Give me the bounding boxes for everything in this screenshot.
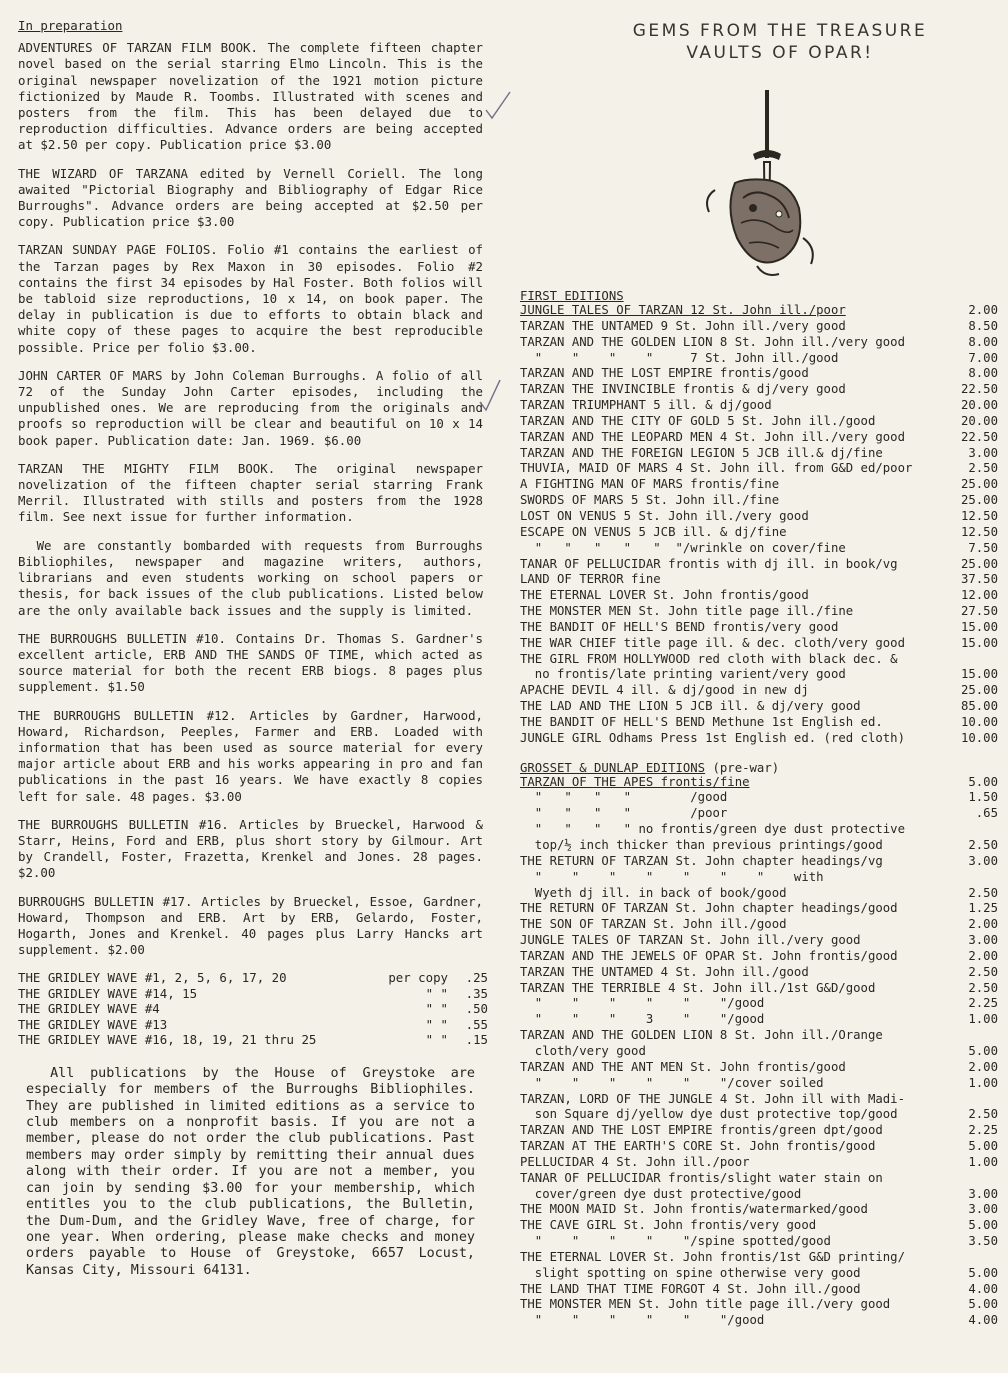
book-description: THE GIRL FROM HOLLYWOOD red cloth with black dec. & <box>520 651 898 666</box>
grosset-dunlap-suffix: (pre-war) <box>705 760 780 775</box>
list-item <box>520 366 998 382</box>
book-price: 25.00 <box>960 556 998 571</box>
pen-check-mark-icon <box>478 378 508 418</box>
list-item <box>520 509 998 525</box>
grosset-dunlap-title: GROSSET & DUNLAP EDITIONS <box>520 760 706 775</box>
book-price: 4.00 <box>968 1281 998 1296</box>
book-price: 2.00 <box>968 1059 998 1074</box>
book-price: 5.00 <box>968 1265 998 1280</box>
list-item <box>520 996 998 1012</box>
first-editions-heading: FIRST EDITIONS <box>520 289 624 303</box>
table-row <box>18 970 488 986</box>
table-row <box>18 1017 488 1033</box>
list-item <box>520 901 998 917</box>
book-description: TARZAN AND THE GOLDEN LION 8 St. John ill./Orange <box>520 1028 883 1043</box>
book-description: SWORDS OF MARS 5 St. John ill./fine <box>520 493 780 508</box>
book-price <box>954 1250 998 1266</box>
book-price: 12.00 <box>960 588 998 603</box>
book-description: ESCAPE ON VENUS 5 JCB ill. & dj/fine <box>520 524 787 539</box>
list-item <box>520 1187 998 1203</box>
pen-check-mark-icon <box>484 88 514 128</box>
in-preparation-heading: In preparation <box>18 18 123 33</box>
book-description: THE MOON MAID St. John frontis/watermarked/good <box>520 1202 868 1217</box>
list-item <box>520 822 998 838</box>
item-john-carter-of-mars: JOHN CARTER OF MARS by John Coleman Burroughs. A folio of all 72 of the Sunday John Carter episodes, including the unpublished ones. We are reproducing from the originals and proofs so reproduction will be clear and beautiful on 10 x 14 book paper. Publication date: Jan. 1969. $6.00 <box>18 367 483 448</box>
table-row <box>18 1032 488 1048</box>
gridley-price: .25 <box>465 970 488 986</box>
book-price: 12.50 <box>960 524 998 539</box>
list-item <box>520 398 998 414</box>
book-price <box>954 1171 998 1187</box>
book-description: TARZAN THE INVINCIBLE frontis & dj/very good <box>520 382 846 397</box>
book-description: TARZAN AND THE JEWELS OF OPAR St. John frontis/good <box>520 948 898 963</box>
grosset-dunlap-list <box>520 775 998 1330</box>
list-item <box>520 731 998 747</box>
book-price <box>954 652 998 668</box>
book-description: THE SON OF TARZAN St. John ill./good <box>520 917 787 932</box>
list-item <box>520 1266 998 1282</box>
book-price: 15.00 <box>960 635 998 650</box>
list-item <box>520 715 998 731</box>
list-item <box>520 1092 998 1108</box>
page-title <box>580 20 980 64</box>
book-price: 20.00 <box>960 413 998 428</box>
list-item <box>520 1044 998 1060</box>
book-price: 3.50 <box>968 1234 998 1249</box>
book-price: 20.00 <box>960 398 998 413</box>
grosset-dunlap-heading <box>520 761 998 775</box>
book-description: THE RETURN OF TARZAN St. John chapter headings/vg <box>520 853 883 868</box>
gridley-per-copy: " " <box>425 1032 448 1048</box>
book-description: APACHE DEVIL 4 ill. & dj/good in new dj <box>520 683 809 698</box>
gridley-title: THE GRIDLEY WAVE #14, 15 <box>18 985 198 1001</box>
back-issues-intro: We are constantly bombarded with requests from Burroughs Bibliophiles, newspaper and magazine writers, authors, librarians and even students working on school papers or thesis, for back issues of the club publications. Listed below are the only available back issues and the supply is limited. <box>18 537 483 618</box>
gridley-per-copy: " " <box>425 1016 448 1032</box>
book-price: 2.25 <box>968 996 998 1011</box>
book-price: 3.00 <box>968 1202 998 1217</box>
book-description: TARZAN, LORD OF THE JUNGLE 4 St. John ill with Madi- <box>520 1091 905 1106</box>
book-description: " " " 3 " "/good <box>520 1012 765 1027</box>
book-description: THE BANDIT OF HELL'S BEND Methune 1st English ed. <box>520 714 883 729</box>
list-item <box>520 319 998 335</box>
book-description: cloth/very good <box>520 1043 646 1058</box>
book-price: 2.50 <box>968 885 998 900</box>
book-description: " " " " no frontis/green dye dust protective <box>520 822 905 837</box>
book-description: top/½ inch thicker than previous printings/good <box>520 838 883 852</box>
book-description: son Square dj/yellow dye dust protective top/good <box>520 1107 898 1122</box>
list-item <box>520 667 998 683</box>
book-price: 5.00 <box>968 1139 998 1154</box>
item-sunday-page-folios: TARZAN SUNDAY PAGE FOLIOS. Folio #1 contains the earliest of the Tarzan pages by Rex Maxon in 30 episodes. Folio #2 contains the first 34 episodes by Hal Foster. Both folios will be tabloid size reproductions, 10 x 14, on book paper. The delay in publication is due to efforts to obtain black and white copy of these pages to acquire the best reproducible possible. Price per folio $3.00. <box>18 242 483 355</box>
bulletin-17: BURROUGHS BULLETIN #17. Articles by Brueckel, Essoe, Gardner, Howard, Thompson and ERB. Art by ERB, Gelardo, Foster, Hogarth, Jones and Krenkel. 40 pages plus Larry Hancks art supplement. $2.00 <box>18 893 483 958</box>
book-description: THE LAD AND THE LION 5 JCB ill. & dj/very good <box>520 699 861 714</box>
book-price: 7.50 <box>968 540 998 555</box>
bulletin-10: THE BURROUGHS BULLETIN #10. Contains Dr. Thomas S. Gardner's excellent article, ERB AND THE SANDS OF TIME, which acted as source material for both the recent ERB biogs. 8 pages plus supplement. $1.50 <box>18 630 483 695</box>
list-item <box>520 335 998 351</box>
list-item <box>520 1076 998 1092</box>
book-description: TARZAN AND THE LEOPARD MEN 4 St. John ill./very good <box>520 429 905 444</box>
list-item <box>520 1012 998 1028</box>
book-price <box>954 1092 998 1108</box>
list-item <box>520 1202 998 1218</box>
book-description: slight spotting on spine otherwise very good <box>520 1265 861 1280</box>
book-price: 10.00 <box>960 714 998 729</box>
list-item <box>520 1282 998 1298</box>
membership-notice: All publications by the House of Greystoke are especially for members of the Burroughs Bibliophiles. They are published in limited editions as a service to club members on a nonprofit basis. If you are not a member, please do not order the club publications. Past members may order simply by remitting their annual dues along with their order. If you are not a member, you can join by sending $3.00 for your membership, which entitles you to the club publications, the Bulletin, the Dum-Dum, and the Gridley Wave, free of charge, for one year. When ordering, please make checks and money orders payable to House of Greystoke, 6657 Locust, Kansas City, Missouri 64131. <box>26 1065 475 1278</box>
list-item <box>520 965 998 981</box>
book-price: 8.50 <box>968 318 998 333</box>
book-description: PELLUCIDAR 4 St. John ill./poor <box>520 1154 750 1169</box>
list-item <box>520 477 998 493</box>
book-price <box>954 870 998 886</box>
book-price: 25.00 <box>960 477 998 492</box>
list-item <box>520 525 998 541</box>
list-item <box>520 541 998 557</box>
list-item <box>520 493 998 509</box>
book-price: 5.00 <box>968 1297 998 1312</box>
item-tarzan-film-book: ADVENTURES OF TARZAN FILM BOOK. The complete fifteen chapter novel based on the serial starring Elmo Lincoln. This is the original newspaper novelization of the 1921 motion picture fictionized by Maude R. Toombs. Illustrated with scenes and posters from the film. This has been delayed due to reproduction difficulties. Advance orders are being accepted at $2.50 per copy. Publication price $3.00 <box>18 40 483 153</box>
list-item <box>520 1028 998 1044</box>
book-description: THE BANDIT OF HELL'S BEND frontis/very good <box>520 619 839 634</box>
list-item <box>520 870 998 886</box>
book-price: 1.00 <box>968 1075 998 1090</box>
book-price: 2.00 <box>968 303 998 317</box>
title-line-1: GEMS FROM THE TREASURE <box>632 21 928 41</box>
list-item <box>520 303 998 319</box>
book-price: 8.00 <box>968 334 998 349</box>
book-price: 5.00 <box>968 1043 998 1058</box>
list-item <box>520 1234 998 1250</box>
book-price: 7.00 <box>968 350 998 365</box>
book-price: 2.50 <box>968 1107 998 1122</box>
right-column <box>520 289 998 1329</box>
book-description: TARZAN AND THE LOST EMPIRE frontis/good <box>520 366 809 381</box>
book-description: THE RETURN OF TARZAN St. John chapter headings/good <box>520 901 898 916</box>
book-price: 2.00 <box>968 948 998 963</box>
book-description: JUNGLE TALES OF TARZAN St. John ill./very good <box>520 933 861 948</box>
book-description: TARZAN AND THE CITY OF GOLD 5 St. John ill./good <box>520 413 876 428</box>
book-price: 2.50 <box>968 838 998 852</box>
book-description: Wyeth dj ill. in back of book/good <box>520 885 787 900</box>
list-item <box>520 461 998 477</box>
book-description: THE CAVE GIRL St. John frontis/very good <box>520 1218 817 1233</box>
book-description: THE ETERNAL LOVER St. John frontis/good <box>520 588 809 603</box>
gridley-per-copy: " " <box>425 985 448 1001</box>
book-description: " " " " 7 St. John ill./good <box>520 350 839 365</box>
book-description: cover/green dye dust protective/good <box>520 1186 802 1201</box>
list-item <box>520 933 998 949</box>
list-item <box>520 572 998 588</box>
list-item <box>520 604 998 620</box>
book-price: 22.50 <box>960 429 998 444</box>
gridley-title: THE GRIDLEY WAVE #4 <box>18 1001 160 1017</box>
gridley-price: .15 <box>465 1032 488 1048</box>
book-description: THUVIA, MAID OF MARS 4 St. John ill. from G&D ed/poor <box>520 461 913 476</box>
left-column <box>18 18 488 1279</box>
book-description: THE WAR CHIEF title page ill. & dec. cloth/very good <box>520 635 905 650</box>
gridley-wave-price-table <box>18 970 488 1048</box>
book-price <box>954 1028 998 1044</box>
gridley-price: .55 <box>465 1016 488 1032</box>
gridley-price: .50 <box>465 1001 488 1017</box>
item-wizard-of-tarzana: THE WIZARD OF TARZANA edited by Vernell Coriell. The long awaited "Pictorial Biography and Bibliography of Edgar Rice Burroughs". Advance orders are being accepted at $2.50 per copy. Publication price $3.00 <box>18 165 483 230</box>
list-item <box>520 838 998 854</box>
book-description: TARZAN THE TERRIBLE 4 St. John ill./1st G&D/good <box>520 980 876 995</box>
book-price: 25.00 <box>960 493 998 508</box>
book-description: TARZAN AND THE FOREIGN LEGION 5 JCB ill.& dj/fine <box>520 445 883 460</box>
book-description: THE MONSTER MEN St. John title page ill./very good <box>520 1297 891 1312</box>
book-description: no frontis/late printing varient/very good <box>520 667 846 682</box>
book-price: 12.50 <box>960 508 998 523</box>
book-price: 15.00 <box>960 667 998 682</box>
list-item <box>520 854 998 870</box>
list-item <box>520 790 998 806</box>
book-description: TARZAN THE UNTAMED 4 St. John ill./good <box>520 964 809 979</box>
book-price: 1.50 <box>968 790 998 805</box>
book-description: TARZAN AND THE LOST EMPIRE frontis/green dpt/good <box>520 1123 883 1138</box>
book-description: TARZAN AND THE ANT MEN St. John frontis/good <box>520 1059 846 1074</box>
book-price: 5.00 <box>968 1218 998 1233</box>
book-description: " " " " " "/good <box>520 996 765 1011</box>
book-price: 1.00 <box>968 1012 998 1027</box>
book-description: LOST ON VENUS 5 St. John ill./very good <box>520 508 809 523</box>
book-description: THE MONSTER MEN St. John title page ill./fine <box>520 604 854 619</box>
list-item <box>520 981 998 997</box>
jeweled-dagger-emblem-icon <box>695 88 825 288</box>
book-price: 4.00 <box>968 1313 998 1328</box>
gridley-title: THE GRIDLEY WAVE #16, 18, 19, 21 thru 25 <box>18 1032 317 1048</box>
list-item <box>520 620 998 636</box>
book-description: " " " " /poor <box>520 806 728 821</box>
gridley-title: THE GRIDLEY WAVE #1, 2, 5, 6, 17, 20 <box>18 970 287 986</box>
book-price: 2.00 <box>968 917 998 932</box>
book-description: TARZAN OF THE APES frontis/fine <box>520 774 750 789</box>
list-item <box>520 1297 998 1313</box>
book-price: 15.00 <box>960 619 998 634</box>
book-description: " " " " " "/good <box>520 1313 765 1328</box>
book-price: 2.50 <box>968 461 998 476</box>
book-price: 3.00 <box>968 853 998 868</box>
book-price: 3.00 <box>968 933 998 948</box>
list-item <box>520 949 998 965</box>
gridley-title: THE GRIDLEY WAVE #13 <box>18 1016 168 1032</box>
book-price: 5.00 <box>968 774 998 789</box>
book-description: A FIGHTING MAN OF MARS frontis/fine <box>520 477 780 492</box>
book-description: TARZAN TRIUMPHANT 5 ill. & dj/good <box>520 398 772 413</box>
book-description: " " " " "/spine spotted/good <box>520 1234 831 1249</box>
list-item <box>520 886 998 902</box>
bulletin-16: THE BURROUGHS BULLETIN #16. Articles by Brueckel, Harwood & Starr, Heins, Ford and ERB, plus short story by Gilmour. Art by Crandell, Foster, Frazetta, Krenkel and Jones. 28 pages. $2.00 <box>18 816 483 881</box>
table-row <box>18 986 488 1002</box>
list-item <box>520 652 998 668</box>
book-price: 85.00 <box>960 699 998 714</box>
book-description: JUNGLE TALES OF TARZAN 12 St. John ill./poor <box>520 303 846 317</box>
list-item <box>520 1123 998 1139</box>
book-description: " " " " /good <box>520 790 728 805</box>
book-description: " " " " " "/wrinkle on cover/fine <box>520 540 846 555</box>
book-price: 1.25 <box>968 901 998 916</box>
list-item <box>520 1250 998 1266</box>
list-item <box>520 414 998 430</box>
list-item <box>520 382 998 398</box>
list-item <box>520 351 998 367</box>
book-price: 3.00 <box>968 1186 998 1201</box>
book-description: TANAR OF PELLUCIDAR frontis/slight water stain on <box>520 1170 883 1185</box>
list-item <box>520 588 998 604</box>
book-description: THE ETERNAL LOVER St. John frontis/1st G&D printing/ <box>520 1249 905 1264</box>
list-item <box>520 1218 998 1234</box>
book-description: TARZAN THE UNTAMED 9 St. John ill./very good <box>520 318 846 333</box>
list-item <box>520 683 998 699</box>
book-description: TANAR OF PELLUCIDAR frontis with dj ill. in book/vg <box>520 556 898 571</box>
book-description: " " " " " "/cover soiled <box>520 1075 824 1090</box>
list-item <box>520 775 998 791</box>
book-price: 1.00 <box>968 1154 998 1169</box>
table-row <box>18 1001 488 1017</box>
list-item <box>520 1139 998 1155</box>
list-item <box>520 636 998 652</box>
book-price: 2.25 <box>968 1123 998 1138</box>
book-price: 2.50 <box>968 964 998 979</box>
book-price: 27.50 <box>960 604 998 619</box>
list-item <box>520 557 998 573</box>
title-line-2: VAULTS OF OPAR! <box>686 43 874 63</box>
book-description: " " " " " " " with <box>520 869 824 884</box>
first-editions-list <box>520 303 998 747</box>
book-description: TARZAN AT THE EARTH'S CORE St. John frontis/good <box>520 1139 876 1154</box>
list-item <box>520 1155 998 1171</box>
list-item <box>520 1060 998 1076</box>
list-item <box>520 446 998 462</box>
list-item <box>520 699 998 715</box>
list-item <box>520 806 998 822</box>
list-item <box>520 917 998 933</box>
gridley-per-copy: per copy <box>388 970 448 986</box>
book-description: THE LAND THAT TIME FORGOT 4 St. John ill./good <box>520 1281 861 1296</box>
book-description: TARZAN AND THE GOLDEN LION 8 St. John ill./very good <box>520 334 905 349</box>
gridley-price: .35 <box>465 985 488 1001</box>
book-price <box>954 822 998 838</box>
list-item <box>520 1171 998 1187</box>
list-item <box>520 1313 998 1329</box>
list-item <box>520 430 998 446</box>
book-price: 3.00 <box>968 445 998 460</box>
bulletin-12: THE BURROUGHS BULLETIN #12. Articles by Gardner, Harwood, Howard, Richardson, Peeples, Farmer and ERB. Loaded with information that has been used as source material for every major article about ERB and his works appearing in pro and fan publications in the past 16 years. We have exactly 8 copies left for sale. 48 pages. $3.00 <box>18 707 483 804</box>
list-item <box>520 1107 998 1123</box>
book-price: 37.50 <box>960 572 998 587</box>
item-tarzan-mighty-film-book: TARZAN THE MIGHTY FILM BOOK. The original newspaper novelization of the fifteen chapter serial starring Frank Merril. Illustrated with stills and posters from the 1928 film. See next issue for further information. <box>18 460 483 525</box>
book-price: 10.00 <box>960 730 998 745</box>
book-price: 2.50 <box>968 980 998 995</box>
book-description: LAND OF TERROR fine <box>520 572 661 587</box>
gridley-per-copy: " " <box>425 1001 448 1017</box>
book-price: .65 <box>975 806 998 821</box>
book-description: JUNGLE GIRL Odhams Press 1st English ed. (red cloth) <box>520 730 905 745</box>
book-price: 8.00 <box>968 366 998 381</box>
book-price: 22.50 <box>960 382 998 397</box>
book-price: 25.00 <box>960 683 998 698</box>
